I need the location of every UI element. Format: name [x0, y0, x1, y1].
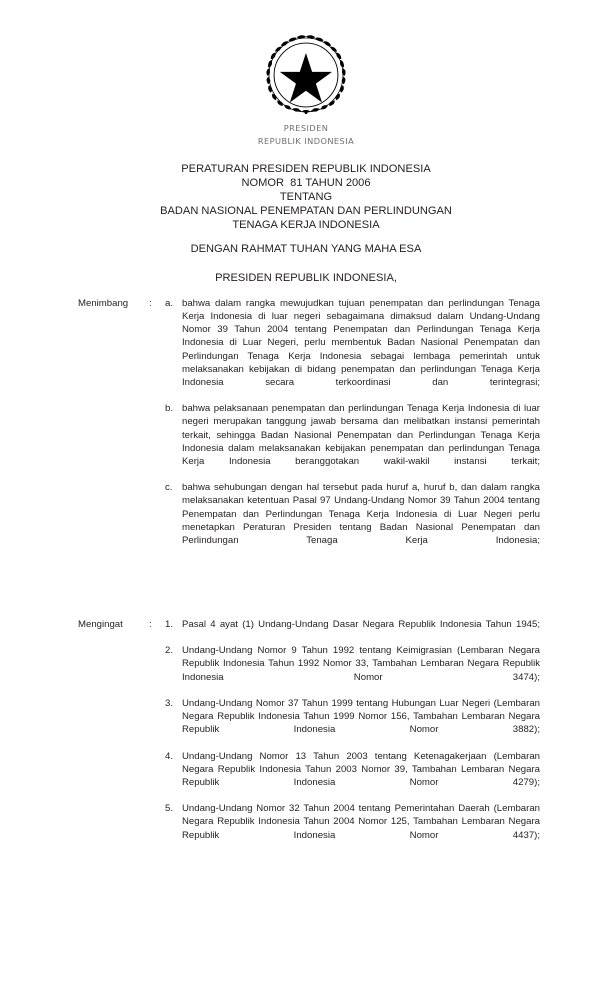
section-label-mengingat: Mengingat — [78, 619, 123, 630]
clause-item — [165, 618, 540, 644]
clause-text: bahwa pelaksanaan penempatan dan perlindungan Tenaga Kerja Indonesia di luar negeri merupakan tanggung jawab bersama dan melibatkan instansi pemerintah terkait, sehingga Badan Nasional Penempatan dan Perlindungan Tenaga Kerja Indonesia dalam melaksanakan kebijakan penempatan dan perlindungan Tenaga Kerja Indonesia beranggotakan wakil-wakil instansi terkait; — [182, 403, 540, 467]
title-line-number: NOMOR 81 TAHUN 2006 — [241, 176, 371, 189]
clause-text: Pasal 4 ayat (1) Undang-Undang Dasar Negara Republik Indonesia Tahun 1945; — [182, 619, 540, 630]
clause-text: Undang-Undang Nomor 13 Tahun 2003 tentang Ketenagakerjaan (Lembaran Negara Republik Indonesia Tahun 2003 Nomor 39, Tambahan Lembaran Negara Republik Indonesia Nomor 4279); — [182, 750, 540, 788]
section-mengingat — [78, 618, 540, 855]
section-colon-mengingat: : — [149, 619, 152, 630]
section-items-mengingat — [165, 618, 540, 855]
clause-marker: 2. — [165, 645, 174, 657]
title-line-tentang: TENTANG — [279, 190, 333, 203]
invocation-line: DENGAN RAHMAT TUHAN YANG MAHA ESA — [190, 243, 422, 255]
clause-marker: b. — [165, 403, 174, 415]
section-menimbang — [78, 297, 540, 560]
clause-text: bahwa dalam rangka mewujudkan tujuan penempatan dan perlindungan Tenaga Kerja Indonesia di luar negeri sebagaimana dimaksud dalam Undang-Undang Nomor 39 Tahun 2004 tentang Penempatan dan Perlindungan Tenaga Kerja Indonesia di Luar Negeri, perlu membentuk Badan Nasional Penempatan dan Perlindungan Tenaga Kerja Indonesia sebagai lembaga pemerintah untuk melaksanakan kebijakan di bidang penempatan dan perlindungan Tenaga Kerja Indonesia secara terkoordinasi dan terintegrasi; — [182, 298, 540, 388]
clause-item — [165, 750, 540, 803]
clause-item — [165, 697, 540, 750]
document-title — [0, 163, 612, 233]
title-line-subject-2: TENAGA KERJA INDONESIA — [232, 218, 380, 231]
clause-marker: 4. — [165, 750, 174, 762]
section-colon-menimbang: : — [149, 298, 152, 309]
seal-caption — [0, 122, 612, 147]
seal-caption-line1: PRESIDEN — [283, 123, 329, 133]
clause-item — [165, 802, 540, 855]
clause-marker: 5. — [165, 803, 174, 815]
section-items-menimbang — [165, 297, 540, 560]
clause-item — [165, 644, 540, 697]
presidential-seal-block — [0, 33, 612, 122]
clause-text: bahwa sehubungan dengan hal tersebut pada huruf a, huruf b, dan dalam rangka melaksanakan ketentuan Pasal 97 Undang-Undang Nomor 39 Tahun 2004 tentang Penempatan dan Perlindungan Tenaga Kerja Indonesia di Luar Negeri perlu menetapkan Peraturan Presiden tentang Badan Nasional Penempatan dan Perlindungan Tenaga Kerja Indonesia; — [182, 482, 540, 546]
title-line-1: PERATURAN PRESIDEN REPUBLIK INDONESIA — [181, 163, 431, 175]
clause-text: Undang-Undang Nomor 32 Tahun 2004 tentang Pemerintahan Daerah (Lembaran Negara Republik Indonesia Tahun 2004 Nomor 125, Tambahan Lembaran Negara Republik Indonesia Nomor 4437); — [182, 803, 540, 841]
clause-marker: c. — [165, 482, 173, 494]
clause-item — [165, 297, 540, 402]
clause-marker: 1. — [165, 619, 174, 630]
issuer-line: PRESIDEN REPUBLIK INDONESIA, — [215, 272, 397, 284]
seal-caption-line2: REPUBLIK INDONESIA — [257, 135, 355, 146]
clause-marker: 3. — [165, 697, 174, 709]
section-label-menimbang: Menimbang — [78, 298, 129, 309]
clause-item — [165, 481, 540, 560]
title-line-subject-1: BADAN NASIONAL PENEMPATAN DAN PERLINDUNGAN — [160, 204, 452, 217]
clause-marker: a. — [165, 298, 174, 309]
clause-item — [165, 402, 540, 481]
indonesian-presidential-seal-icon — [264, 33, 348, 117]
clause-text: Undang-Undang Nomor 37 Tahun 1999 tentang Hubungan Luar Negeri (Lembaran Negara Republik Indonesia Tahun 1999 Nomor 156, Tambahan Lembaran Negara Republik Indonesia Nomor 3882); — [182, 697, 540, 736]
clause-text: Undang-Undang Nomor 9 Tahun 1992 tentang Keimigrasian (Lembaran Negara Republik Indonesia Tahun 1992 Nomor 33, Tambahan Lembaran Negara Republik Indonesia Nomor 3474); — [182, 645, 540, 683]
